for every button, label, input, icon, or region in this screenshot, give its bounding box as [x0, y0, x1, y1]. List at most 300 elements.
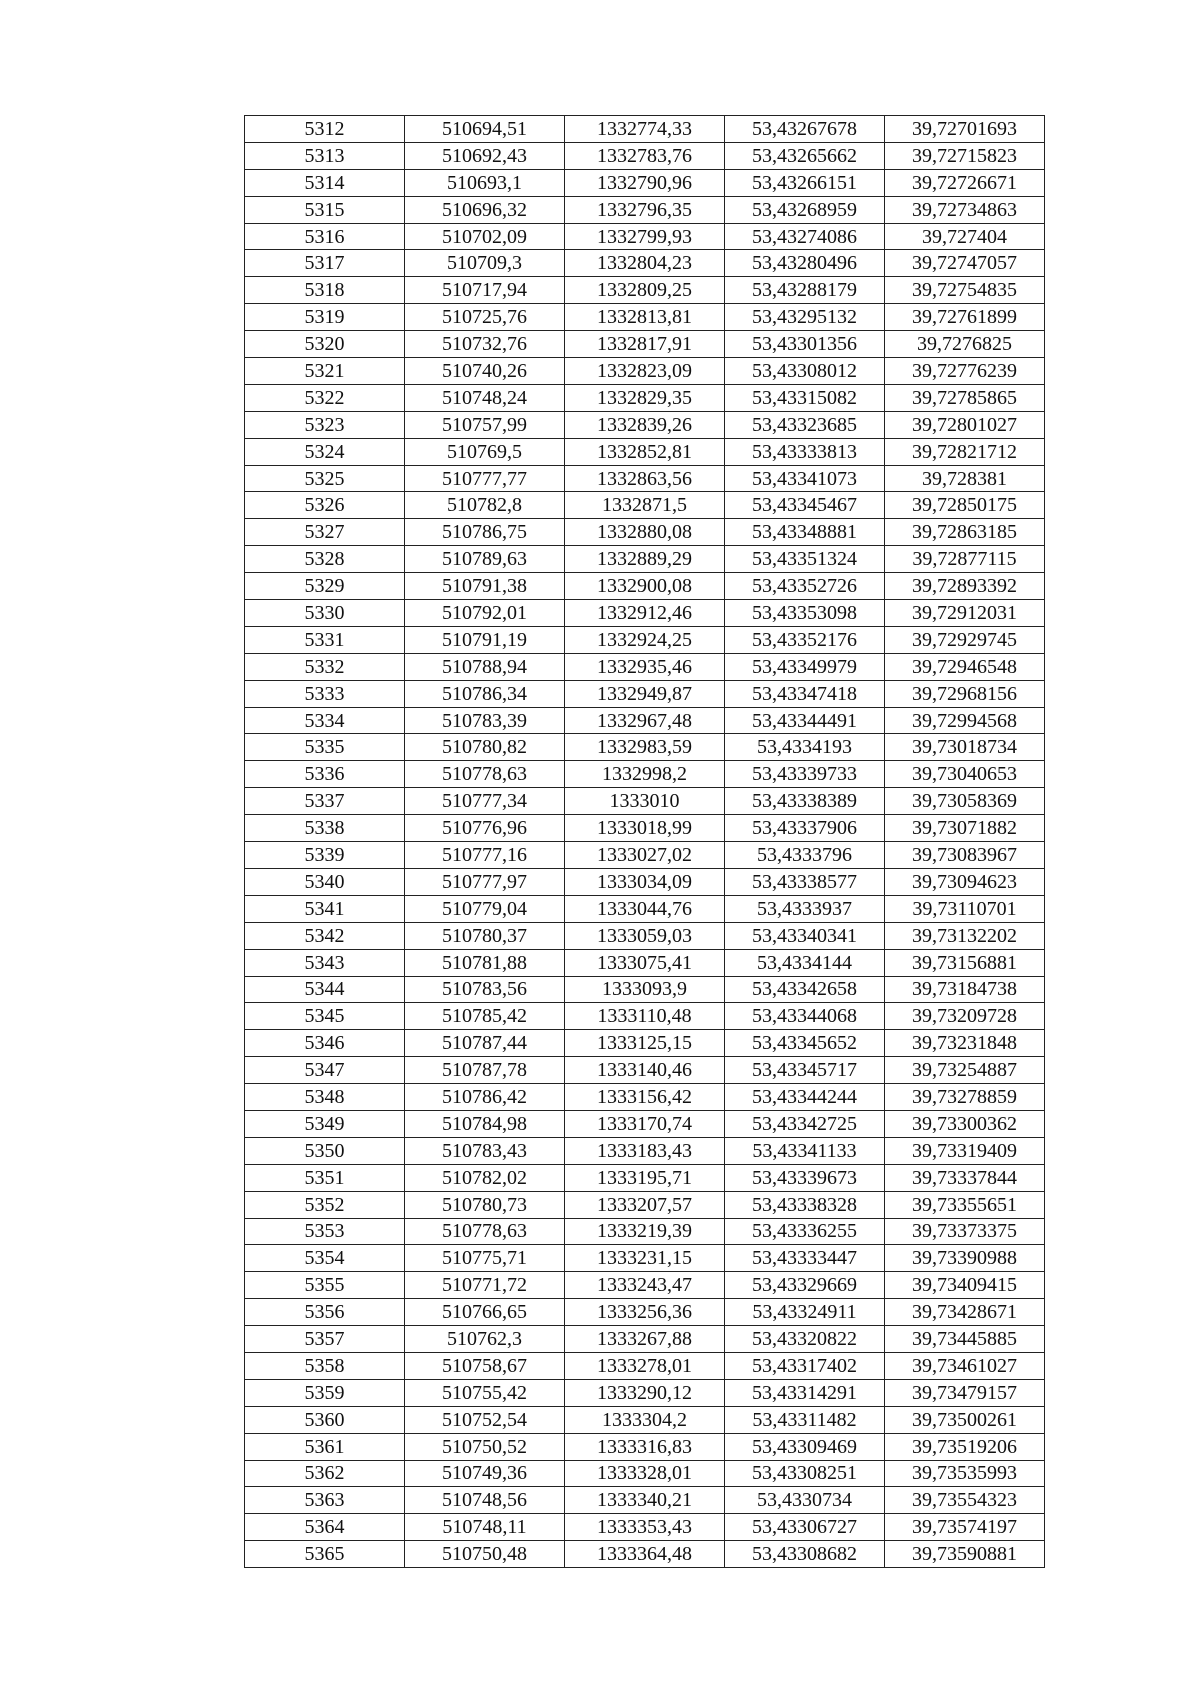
y-coordinate-cell: 1333219,39	[565, 1218, 725, 1245]
longitude-cell: 39,73554323	[885, 1487, 1045, 1514]
y-coordinate-cell: 1333140,46	[565, 1057, 725, 1084]
latitude-cell: 53,43311482	[725, 1406, 885, 1433]
table-row	[245, 1084, 1045, 1111]
y-coordinate-cell: 1332880,08	[565, 519, 725, 546]
y-coordinate-cell: 1333353,43	[565, 1514, 725, 1541]
latitude-cell: 53,43338328	[725, 1191, 885, 1218]
x-coordinate-cell: 510771,72	[405, 1272, 565, 1299]
latitude-cell: 53,43338389	[725, 788, 885, 815]
x-coordinate-cell: 510786,42	[405, 1084, 565, 1111]
x-coordinate-cell: 510755,42	[405, 1379, 565, 1406]
longitude-cell: 39,72747057	[885, 250, 1045, 277]
x-coordinate-cell: 510786,75	[405, 519, 565, 546]
y-coordinate-cell: 1333195,71	[565, 1164, 725, 1191]
y-coordinate-cell: 1333256,36	[565, 1299, 725, 1326]
y-coordinate-cell: 1332823,09	[565, 358, 725, 385]
y-coordinate-cell: 1332889,29	[565, 546, 725, 573]
latitude-cell: 53,43344491	[725, 707, 885, 734]
x-coordinate-cell: 510780,73	[405, 1191, 565, 1218]
x-coordinate-cell: 510752,54	[405, 1406, 565, 1433]
latitude-cell: 53,43301356	[725, 331, 885, 358]
x-coordinate-cell: 510791,38	[405, 573, 565, 600]
table-row	[245, 976, 1045, 1003]
longitude-cell: 39,72912031	[885, 600, 1045, 627]
y-coordinate-cell: 1332998,2	[565, 761, 725, 788]
longitude-cell: 39,73071882	[885, 815, 1045, 842]
y-coordinate-cell: 1332967,48	[565, 707, 725, 734]
point-number-cell: 5344	[245, 976, 405, 1003]
table-row	[245, 492, 1045, 519]
latitude-cell: 53,43344244	[725, 1084, 885, 1111]
point-number-cell: 5315	[245, 196, 405, 223]
point-number-cell: 5351	[245, 1164, 405, 1191]
longitude-cell: 39,72968156	[885, 680, 1045, 707]
table-row	[245, 815, 1045, 842]
longitude-cell: 39,73132202	[885, 922, 1045, 949]
y-coordinate-cell: 1333010	[565, 788, 725, 815]
table-row	[245, 788, 1045, 815]
y-coordinate-cell: 1332790,96	[565, 169, 725, 196]
table-row	[245, 868, 1045, 895]
point-number-cell: 5328	[245, 546, 405, 573]
point-number-cell: 5340	[245, 868, 405, 895]
point-number-cell: 5357	[245, 1326, 405, 1353]
x-coordinate-cell: 510782,8	[405, 492, 565, 519]
latitude-cell: 53,43320822	[725, 1326, 885, 1353]
longitude-cell: 39,728381	[885, 465, 1045, 492]
x-coordinate-cell: 510769,5	[405, 438, 565, 465]
table-row	[245, 949, 1045, 976]
latitude-cell: 53,43323685	[725, 411, 885, 438]
latitude-cell: 53,43352726	[725, 573, 885, 600]
longitude-cell: 39,73184738	[885, 976, 1045, 1003]
longitude-cell: 39,72754835	[885, 277, 1045, 304]
longitude-cell: 39,72701693	[885, 116, 1045, 143]
table-row	[245, 1299, 1045, 1326]
latitude-cell: 53,43274086	[725, 223, 885, 250]
table-row	[245, 331, 1045, 358]
longitude-cell: 39,72850175	[885, 492, 1045, 519]
latitude-cell: 53,4334144	[725, 949, 885, 976]
longitude-cell: 39,72893392	[885, 573, 1045, 600]
y-coordinate-cell: 1332829,35	[565, 384, 725, 411]
latitude-cell: 53,43308251	[725, 1460, 885, 1487]
x-coordinate-cell: 510777,16	[405, 842, 565, 869]
point-number-cell: 5325	[245, 465, 405, 492]
x-coordinate-cell: 510692,43	[405, 142, 565, 169]
point-number-cell: 5350	[245, 1137, 405, 1164]
longitude-cell: 39,72734863	[885, 196, 1045, 223]
point-number-cell: 5331	[245, 626, 405, 653]
table-row	[245, 1487, 1045, 1514]
point-number-cell: 5320	[245, 331, 405, 358]
latitude-cell: 53,4333937	[725, 895, 885, 922]
y-coordinate-cell: 1332935,46	[565, 653, 725, 680]
latitude-cell: 53,43265662	[725, 142, 885, 169]
longitude-cell: 39,72801027	[885, 411, 1045, 438]
x-coordinate-cell: 510732,76	[405, 331, 565, 358]
longitude-cell: 39,73535993	[885, 1460, 1045, 1487]
y-coordinate-cell: 1333125,15	[565, 1030, 725, 1057]
table-row	[245, 922, 1045, 949]
table-row	[245, 680, 1045, 707]
x-coordinate-cell: 510778,63	[405, 761, 565, 788]
table-row	[245, 1272, 1045, 1299]
table-row	[245, 707, 1045, 734]
x-coordinate-cell: 510787,78	[405, 1057, 565, 1084]
point-number-cell: 5338	[245, 815, 405, 842]
table-row	[245, 465, 1045, 492]
latitude-cell: 53,43288179	[725, 277, 885, 304]
latitude-cell: 53,43333813	[725, 438, 885, 465]
x-coordinate-cell: 510694,51	[405, 116, 565, 143]
point-number-cell: 5362	[245, 1460, 405, 1487]
latitude-cell: 53,4330734	[725, 1487, 885, 1514]
y-coordinate-cell: 1332912,46	[565, 600, 725, 627]
point-number-cell: 5355	[245, 1272, 405, 1299]
latitude-cell: 53,43345717	[725, 1057, 885, 1084]
table-row	[245, 1110, 1045, 1137]
y-coordinate-cell: 1333027,02	[565, 842, 725, 869]
x-coordinate-cell: 510789,63	[405, 546, 565, 573]
x-coordinate-cell: 510709,3	[405, 250, 565, 277]
table-row	[245, 1541, 1045, 1568]
latitude-cell: 53,43337906	[725, 815, 885, 842]
x-coordinate-cell: 510782,02	[405, 1164, 565, 1191]
y-coordinate-cell: 1333018,99	[565, 815, 725, 842]
table-row	[245, 546, 1045, 573]
x-coordinate-cell: 510783,39	[405, 707, 565, 734]
longitude-cell: 39,727404	[885, 223, 1045, 250]
latitude-cell: 53,43338577	[725, 868, 885, 895]
point-number-cell: 5313	[245, 142, 405, 169]
point-number-cell: 5360	[245, 1406, 405, 1433]
point-number-cell: 5354	[245, 1245, 405, 1272]
longitude-cell: 39,73461027	[885, 1352, 1045, 1379]
table-row	[245, 1460, 1045, 1487]
longitude-cell: 39,72761899	[885, 304, 1045, 331]
x-coordinate-cell: 510775,71	[405, 1245, 565, 1272]
longitude-cell: 39,72994568	[885, 707, 1045, 734]
table-row	[245, 600, 1045, 627]
table-row	[245, 411, 1045, 438]
x-coordinate-cell: 510779,04	[405, 895, 565, 922]
point-number-cell: 5314	[245, 169, 405, 196]
latitude-cell: 53,43341073	[725, 465, 885, 492]
longitude-cell: 39,73409415	[885, 1272, 1045, 1299]
latitude-cell: 53,43268959	[725, 196, 885, 223]
point-number-cell: 5356	[245, 1299, 405, 1326]
latitude-cell: 53,43267678	[725, 116, 885, 143]
x-coordinate-cell: 510740,26	[405, 358, 565, 385]
latitude-cell: 53,43348881	[725, 519, 885, 546]
y-coordinate-cell: 1332783,76	[565, 142, 725, 169]
point-number-cell: 5312	[245, 116, 405, 143]
longitude-cell: 39,73390988	[885, 1245, 1045, 1272]
y-coordinate-cell: 1332871,5	[565, 492, 725, 519]
point-number-cell: 5342	[245, 922, 405, 949]
x-coordinate-cell: 510780,82	[405, 734, 565, 761]
y-coordinate-cell: 1333156,42	[565, 1084, 725, 1111]
y-coordinate-cell: 1332804,23	[565, 250, 725, 277]
longitude-cell: 39,73231848	[885, 1030, 1045, 1057]
table-row	[245, 1030, 1045, 1057]
latitude-cell: 53,4333796	[725, 842, 885, 869]
latitude-cell: 53,43339733	[725, 761, 885, 788]
table-row	[245, 519, 1045, 546]
table-row	[245, 1514, 1045, 1541]
x-coordinate-cell: 510777,34	[405, 788, 565, 815]
latitude-cell: 53,43336255	[725, 1218, 885, 1245]
latitude-cell: 53,43342658	[725, 976, 885, 1003]
coordinates-table-body	[245, 116, 1045, 1568]
table-row	[245, 1137, 1045, 1164]
y-coordinate-cell: 1332863,56	[565, 465, 725, 492]
x-coordinate-cell: 510750,52	[405, 1433, 565, 1460]
point-number-cell: 5343	[245, 949, 405, 976]
latitude-cell: 53,43306727	[725, 1514, 885, 1541]
latitude-cell: 53,43309469	[725, 1433, 885, 1460]
table-row	[245, 358, 1045, 385]
y-coordinate-cell: 1333340,21	[565, 1487, 725, 1514]
x-coordinate-cell: 510748,11	[405, 1514, 565, 1541]
latitude-cell: 53,43349979	[725, 653, 885, 680]
y-coordinate-cell: 1332813,81	[565, 304, 725, 331]
point-number-cell: 5347	[245, 1057, 405, 1084]
latitude-cell: 53,43324911	[725, 1299, 885, 1326]
latitude-cell: 53,43339673	[725, 1164, 885, 1191]
y-coordinate-cell: 1333059,03	[565, 922, 725, 949]
point-number-cell: 5319	[245, 304, 405, 331]
point-number-cell: 5326	[245, 492, 405, 519]
y-coordinate-cell: 1332799,93	[565, 223, 725, 250]
point-number-cell: 5324	[245, 438, 405, 465]
latitude-cell: 53,43345467	[725, 492, 885, 519]
point-number-cell: 5359	[245, 1379, 405, 1406]
y-coordinate-cell: 1333267,88	[565, 1326, 725, 1353]
y-coordinate-cell: 1333207,57	[565, 1191, 725, 1218]
table-row	[245, 196, 1045, 223]
longitude-cell: 39,73500261	[885, 1406, 1045, 1433]
longitude-cell: 39,73445885	[885, 1326, 1045, 1353]
point-number-cell: 5346	[245, 1030, 405, 1057]
y-coordinate-cell: 1333183,43	[565, 1137, 725, 1164]
latitude-cell: 53,43345652	[725, 1030, 885, 1057]
point-number-cell: 5352	[245, 1191, 405, 1218]
longitude-cell: 39,73337844	[885, 1164, 1045, 1191]
latitude-cell: 53,43341133	[725, 1137, 885, 1164]
point-number-cell: 5322	[245, 384, 405, 411]
x-coordinate-cell: 510749,36	[405, 1460, 565, 1487]
table-row	[245, 1379, 1045, 1406]
longitude-cell: 39,73018734	[885, 734, 1045, 761]
table-row	[245, 1003, 1045, 1030]
point-number-cell: 5336	[245, 761, 405, 788]
latitude-cell: 53,43317402	[725, 1352, 885, 1379]
latitude-cell: 53,43344068	[725, 1003, 885, 1030]
longitude-cell: 39,73574197	[885, 1514, 1045, 1541]
point-number-cell: 5345	[245, 1003, 405, 1030]
x-coordinate-cell: 510696,32	[405, 196, 565, 223]
latitude-cell: 53,43352176	[725, 626, 885, 653]
latitude-cell: 53,43308012	[725, 358, 885, 385]
table-row	[245, 842, 1045, 869]
table-row	[245, 1352, 1045, 1379]
y-coordinate-cell: 1332900,08	[565, 573, 725, 600]
y-coordinate-cell: 1332796,35	[565, 196, 725, 223]
point-number-cell: 5332	[245, 653, 405, 680]
x-coordinate-cell: 510702,09	[405, 223, 565, 250]
x-coordinate-cell: 510780,37	[405, 922, 565, 949]
y-coordinate-cell: 1333044,76	[565, 895, 725, 922]
y-coordinate-cell: 1333328,01	[565, 1460, 725, 1487]
longitude-cell: 39,73254887	[885, 1057, 1045, 1084]
y-coordinate-cell: 1333304,2	[565, 1406, 725, 1433]
latitude-cell: 53,43315082	[725, 384, 885, 411]
point-number-cell: 5339	[245, 842, 405, 869]
y-coordinate-cell: 1332924,25	[565, 626, 725, 653]
y-coordinate-cell: 1333075,41	[565, 949, 725, 976]
y-coordinate-cell: 1333110,48	[565, 1003, 725, 1030]
point-number-cell: 5363	[245, 1487, 405, 1514]
longitude-cell: 39,73373375	[885, 1218, 1045, 1245]
longitude-cell: 39,73040653	[885, 761, 1045, 788]
longitude-cell: 39,72726671	[885, 169, 1045, 196]
x-coordinate-cell: 510783,56	[405, 976, 565, 1003]
latitude-cell: 53,43347418	[725, 680, 885, 707]
y-coordinate-cell: 1333093,9	[565, 976, 725, 1003]
y-coordinate-cell: 1332852,81	[565, 438, 725, 465]
x-coordinate-cell: 510766,65	[405, 1299, 565, 1326]
y-coordinate-cell: 1333231,15	[565, 1245, 725, 1272]
y-coordinate-cell: 1333316,83	[565, 1433, 725, 1460]
table-row	[245, 384, 1045, 411]
table-row	[245, 1326, 1045, 1353]
longitude-cell: 39,73083967	[885, 842, 1045, 869]
table-row	[245, 250, 1045, 277]
latitude-cell: 53,43342725	[725, 1110, 885, 1137]
longitude-cell: 39,72863185	[885, 519, 1045, 546]
table-row	[245, 1164, 1045, 1191]
x-coordinate-cell: 510725,76	[405, 304, 565, 331]
x-coordinate-cell: 510778,63	[405, 1218, 565, 1245]
table-row	[245, 761, 1045, 788]
x-coordinate-cell: 510787,44	[405, 1030, 565, 1057]
x-coordinate-cell: 510783,43	[405, 1137, 565, 1164]
table-row	[245, 1406, 1045, 1433]
point-number-cell: 5334	[245, 707, 405, 734]
table-row	[245, 142, 1045, 169]
point-number-cell: 5348	[245, 1084, 405, 1111]
x-coordinate-cell: 510748,24	[405, 384, 565, 411]
longitude-cell: 39,72946548	[885, 653, 1045, 680]
latitude-cell: 53,43353098	[725, 600, 885, 627]
y-coordinate-cell: 1332839,26	[565, 411, 725, 438]
x-coordinate-cell: 510750,48	[405, 1541, 565, 1568]
point-number-cell: 5329	[245, 573, 405, 600]
table-row	[245, 895, 1045, 922]
table-row	[245, 626, 1045, 653]
table-row	[245, 169, 1045, 196]
y-coordinate-cell: 1332983,59	[565, 734, 725, 761]
x-coordinate-cell: 510717,94	[405, 277, 565, 304]
x-coordinate-cell: 510791,19	[405, 626, 565, 653]
longitude-cell: 39,72776239	[885, 358, 1045, 385]
table-row	[245, 1218, 1045, 1245]
longitude-cell: 39,73156881	[885, 949, 1045, 976]
point-number-cell: 5349	[245, 1110, 405, 1137]
latitude-cell: 53,43333447	[725, 1245, 885, 1272]
longitude-cell: 39,72877115	[885, 546, 1045, 573]
point-number-cell: 5333	[245, 680, 405, 707]
longitude-cell: 39,72821712	[885, 438, 1045, 465]
y-coordinate-cell: 1332809,25	[565, 277, 725, 304]
point-number-cell: 5327	[245, 519, 405, 546]
y-coordinate-cell: 1333243,47	[565, 1272, 725, 1299]
x-coordinate-cell: 510785,42	[405, 1003, 565, 1030]
point-number-cell: 5316	[245, 223, 405, 250]
latitude-cell: 53,43329669	[725, 1272, 885, 1299]
longitude-cell: 39,73519206	[885, 1433, 1045, 1460]
y-coordinate-cell: 1332949,87	[565, 680, 725, 707]
longitude-cell: 39,7276825	[885, 331, 1045, 358]
point-number-cell: 5365	[245, 1541, 405, 1568]
y-coordinate-cell: 1332817,91	[565, 331, 725, 358]
point-number-cell: 5337	[245, 788, 405, 815]
latitude-cell: 53,4334193	[725, 734, 885, 761]
longitude-cell: 39,73110701	[885, 895, 1045, 922]
x-coordinate-cell: 510777,77	[405, 465, 565, 492]
longitude-cell: 39,73590881	[885, 1541, 1045, 1568]
table-row	[245, 223, 1045, 250]
x-coordinate-cell: 510762,3	[405, 1326, 565, 1353]
x-coordinate-cell: 510693,1	[405, 169, 565, 196]
point-number-cell: 5364	[245, 1514, 405, 1541]
point-number-cell: 5341	[245, 895, 405, 922]
y-coordinate-cell: 1332774,33	[565, 116, 725, 143]
longitude-cell: 39,72715823	[885, 142, 1045, 169]
longitude-cell: 39,73058369	[885, 788, 1045, 815]
point-number-cell: 5321	[245, 358, 405, 385]
y-coordinate-cell: 1333364,48	[565, 1541, 725, 1568]
x-coordinate-cell: 510786,34	[405, 680, 565, 707]
latitude-cell: 53,43295132	[725, 304, 885, 331]
point-number-cell: 5335	[245, 734, 405, 761]
y-coordinate-cell: 1333278,01	[565, 1352, 725, 1379]
x-coordinate-cell: 510748,56	[405, 1487, 565, 1514]
longitude-cell: 39,73094623	[885, 868, 1045, 895]
point-number-cell: 5361	[245, 1433, 405, 1460]
latitude-cell: 53,43280496	[725, 250, 885, 277]
table-row	[245, 438, 1045, 465]
longitude-cell: 39,73479157	[885, 1379, 1045, 1406]
longitude-cell: 39,73428671	[885, 1299, 1045, 1326]
y-coordinate-cell: 1333290,12	[565, 1379, 725, 1406]
x-coordinate-cell: 510758,67	[405, 1352, 565, 1379]
point-number-cell: 5318	[245, 277, 405, 304]
latitude-cell: 53,43351324	[725, 546, 885, 573]
longitude-cell: 39,73278859	[885, 1084, 1045, 1111]
point-number-cell: 5330	[245, 600, 405, 627]
x-coordinate-cell: 510784,98	[405, 1110, 565, 1137]
point-number-cell: 5323	[245, 411, 405, 438]
table-row	[245, 1245, 1045, 1272]
point-number-cell: 5317	[245, 250, 405, 277]
point-number-cell: 5358	[245, 1352, 405, 1379]
table-row	[245, 573, 1045, 600]
table-row	[245, 277, 1045, 304]
longitude-cell: 39,73209728	[885, 1003, 1045, 1030]
